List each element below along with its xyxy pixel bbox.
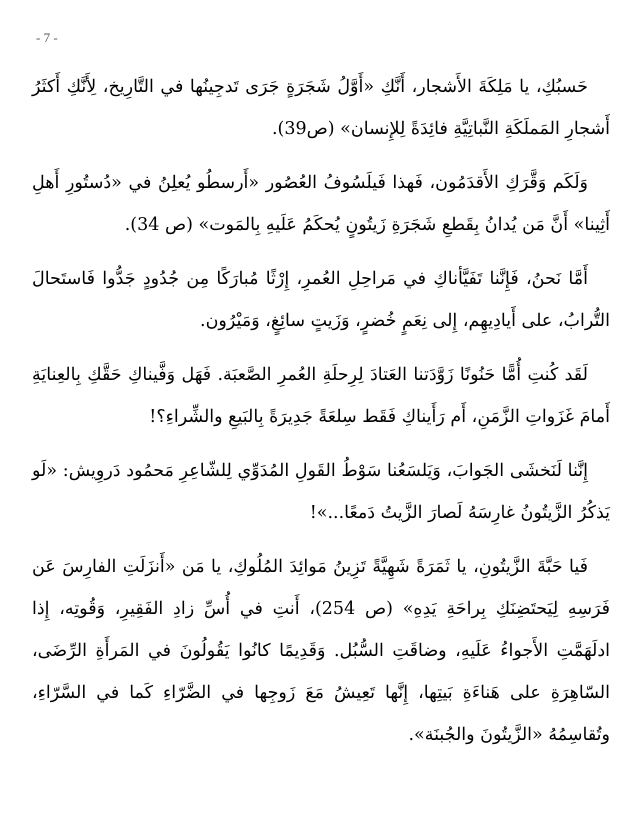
paragraph: حَسبُكِ، يا مَلِكَةَ الأَشجار، أَنَّكِ «أَوَّلُ شَجَرَةٍ جَرَى تَدجِينُها في التَّارِيخ، لِأَنَّكِ أَكثَرُ أَشجارِ المَملَكَةِ النَّباتِيَّةِ فائِدَةً لِلإِنسان» (ص39). — [32, 77, 610, 139]
paragraph: وَلَكَم وَقَّرَكِ الأَقدَمُون، فَهذا فَيلَسُوفُ العُصُور «أَرسطُو يُعلِنُ في «دُستُورِ أَهلِ أَثِينا» أَنَّ مَن يُدانُ بِقَطعِ شَجَرَةِ زَيتُونٍ يُحكَمُ عَلَيهِ بِالمَوت» (ص 34). — [32, 173, 610, 235]
page-number: - 7 - — [36, 30, 58, 45]
paragraph: إِنَّنا لَنَخشَى الجَوابَ، وَيَلسَعُنا سَوْطُ القَولِ المُدَوِّي لِلشّاعِرِ مَحمُود دَروِيش: «لَو يَذكُرُ الزَّيتُونُ غارِسَهُ لَصارَ الزَّيتُ دَمعًا...»! — [32, 461, 610, 523]
paragraph: أَمَّا نَحنُ، فَإِنَّنا تَفَيَّأناكِ في مَراحِلِ العُمرِ، إِرْثًا مُبارَكًا مِن جُدُودٍ جَدُّوا فَاستَحالَ التُّرابُ، على أَيادِيهِم، إِلى نِعَمٍ خُضرٍ، وَزَيتٍ سائِغٍ، وَمَيْرُون. — [32, 269, 610, 331]
paragraph: لَقَد كُنتِ أُمًّا حَنُونًا زَوَّدَتنا العَتادَ لِرِحلَةِ العُمرِ الصَّعبَة. فَهَل وَفَّيناكِ حَقَّكِ بِالعِنايَةِ أَمامَ غَزَواتِ الزَّمَنِ، أَم رَأَيناكِ فَقَط سِلعَةً جَدِيرَةً بِالبَيعِ والشِّراءِ؟! — [32, 365, 610, 427]
paragraph: فَيا حَبَّةَ الزَّيتُونِ، يا ثَمَرَةً شَهِيَّةً تَزِينُ مَوائِدَ المُلُوكِ، يا مَن «أَنزَلَتِ الفارِسَ عَن فَرَسِهِ لِيَحتَضِنَكِ بِراحَةِ يَدِهِ» (ص 254)، أَنتِ في أُسِّ زادِ الفَقِيرِ، وَقُوتِه، إِذا ادلَهَمَّتِ الأَجواءُ عَلَيهِ، وضاقَتِ السُّبُل. وَقَدِيمًا كانُوا يَقُولُونَ في المَرأَةِ الرِّضَى، السّاهِرَةِ على هَناءَةِ بَيتِها، إِنَّها تَعِيشُ مَعَ زَوجِها في الضَّرّاءِ كَما في السَّرّاءِ، وتُقاسِمُهُ «الزَّيتُونَ والجُبنَة». — [32, 557, 610, 745]
body-text — [32, 66, 610, 756]
